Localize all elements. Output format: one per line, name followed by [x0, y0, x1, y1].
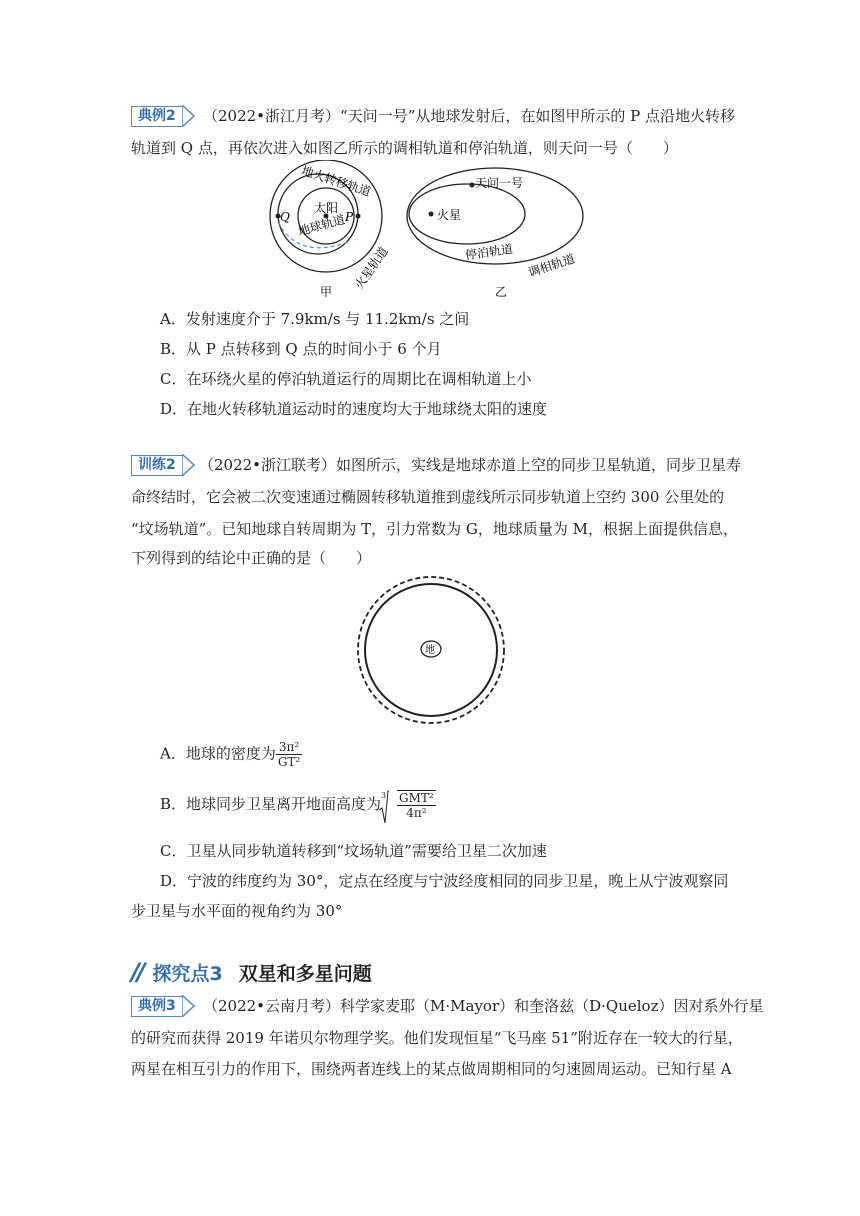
example-3-label: 典例3: [131, 996, 183, 1017]
example-3-stem-line-1: （2022•云南月考）科学家麦耶（M·Mayor）和奎洛兹（D·Queloz）因对系外行星: [203, 997, 764, 1015]
label-mars: 火星: [437, 208, 462, 222]
section-slash-icon: //: [131, 958, 143, 986]
training-2-option-b: B．地球同步卫星离开地面高度为 3 $\frac{\text{GMT²}}{\text{4π²}}$: [160, 790, 436, 820]
training-2-stem-line-2: 命终结时，它会被二次变速通过椭圆转移轨道推到虚线所示同步轨道上空约 300 公里处的: [131, 488, 725, 506]
training-2-option-d-line-2: 步卫星与水平面的视角约为 30°: [131, 902, 343, 920]
example-2-tag: [131, 105, 195, 127]
example-2-option-d: D．在地火转移轨道运动时的速度均大于地球绕太阳的速度: [160, 400, 548, 418]
figure-jia-orbits: [268, 160, 398, 300]
section-subtitle: 双星和多星问题: [238, 962, 372, 985]
label-point-q: Q: [280, 210, 290, 224]
training-2-option-d-line-1: D．宁波的纬度约为 30°，定点在经度与宁波经度相同的同步卫星，晚上从宁波观察同: [160, 872, 729, 890]
example-3-stem-line-2: 的研究而获得 2019 年诺贝尔物理学奖。他们发现恒星“飞马座 51”附近存在一较大的行星，: [131, 1029, 743, 1047]
training-2-option-a: A．地球的密度为 $\frac{\text{3π²}}{\text{GT²}}$: [160, 740, 301, 769]
density-fraction: $\frac{\text{3π²}}{\text{GT²}}$: [277, 740, 301, 769]
example-2-stem-line-2: 轨道到 Q 点，再依次进入如图乙所示的调相轨道和停泊轨道，则天问一号（ ）: [131, 139, 678, 157]
section-heading: [131, 958, 372, 986]
example-2-stem-line-1: （2022•浙江月考）“天问一号”从地球发射后，在如图甲所示的 P 点沿地火转移: [203, 107, 735, 125]
training-2-stem-line-1: （2022•浙江联考）如图所示，实线是地球赤道上空的同步卫星轨道，同步卫星寿: [199, 456, 742, 474]
example-2-label: 典例2: [131, 106, 183, 127]
tag-arrow-icon: [182, 454, 195, 476]
label-probe: 天问一号: [475, 176, 524, 190]
example-2-option-c: C．在环绕火星的停泊轨道运行的周期比在调相轨道上小: [160, 370, 532, 388]
training-2-label: 训练2: [131, 455, 183, 476]
training-2-stem-line-3: “坟场轨道”。已知地球自转周期为 T，引力常数为 G，地球质量为 M，根据上面提供信息，: [131, 520, 738, 538]
earth-label: 地: [425, 645, 435, 656]
label-earth-orbit: 地球轨道: [296, 212, 347, 239]
caption-jia: 甲: [320, 285, 333, 299]
figure-yi-orbits: [405, 166, 595, 300]
label-transfer-orbit: 地火转移轨道: [299, 163, 373, 199]
example-2-option-b: B．从 P 点转移到 Q 点的时间小于 6 个月: [160, 340, 442, 358]
example-3-stem-line-3: 两星在相互引力的作用下，围绕两者连线上的某点做周期相同的匀速圆周运动。已知行星 A: [131, 1060, 732, 1078]
height-root-expression: 3 $\frac{\text{GMT²}}{\text{4π²}}$: [381, 790, 436, 820]
label-point-p: P: [345, 210, 354, 224]
training-2-stem-line-4: 下列得到的结论中正确的是（ ）: [131, 549, 372, 567]
caption-yi: 乙: [495, 285, 508, 299]
tag-arrow-icon: [182, 105, 195, 127]
tag-arrow-icon: [182, 995, 195, 1017]
label-parking-orbit: 停泊轨道: [464, 241, 514, 263]
label-mars-orbit: 火星轨道: [351, 244, 391, 292]
training-2-option-c: C．卫星从同步轨道转移到“坟场轨道”需要给卫星二次加速: [160, 842, 547, 860]
example-2-option-a: A．发射速度介于 7.9km/s 与 11.2km/s 之间: [160, 310, 470, 328]
section-title: 探究点3: [152, 962, 223, 985]
training-2-tag: [131, 454, 195, 476]
example-3-tag: [131, 995, 195, 1017]
figure-orbits: [355, 574, 507, 726]
label-phasing-orbit: 调相轨道: [526, 251, 577, 280]
label-sun: 太阳: [314, 201, 339, 215]
